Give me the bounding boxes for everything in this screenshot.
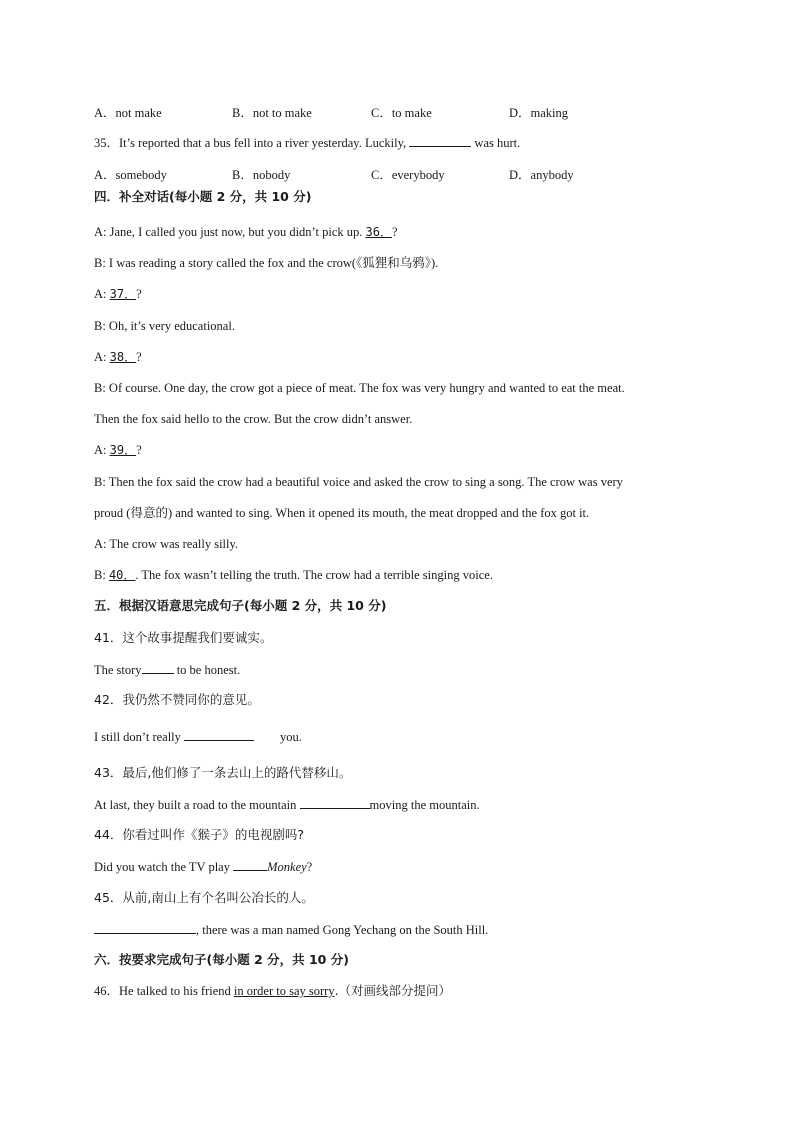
dialog-line-7: Then the fox said hello to the crow. But the crow didn’t answer. — [94, 412, 413, 426]
blank-38[interactable]: 38． — [109, 350, 137, 364]
dialog-line-12-text: B: — [94, 568, 109, 582]
q42-text-a: I still don’t really — [94, 730, 185, 744]
section-4-title: 四．补全对话(每小题 2 分，共 10 分) — [94, 189, 312, 204]
dialog-line-1-end: ? — [391, 225, 398, 239]
q34-option-a: A．not make — [94, 106, 162, 120]
dialog-line-3 — [94, 286, 142, 302]
q43-text-a: At last, they built a road to the mountain — [94, 798, 300, 812]
q41-text-b: to be honest. — [173, 663, 241, 677]
q43-english — [94, 796, 480, 813]
q34-option-d: D．making — [509, 106, 569, 120]
dialog-line-5-end: ? — [136, 350, 142, 364]
q44-text-b: ? — [306, 860, 313, 874]
dialog-line-12-end: . The fox wasn’t telling the truth. The crow had a terrible singing voice. — [135, 568, 493, 582]
section-6-title: 六．按要求完成句子(每小题 2 分，共 10 分) — [94, 952, 349, 967]
q41-chinese: 41．这个故事提醒我们要诚实。 — [94, 630, 273, 645]
dialog-line-5-text: A: — [94, 350, 110, 364]
section-5-title: 五．根据汉语意思完成句子(每小题 2 分，共 10 分) — [94, 598, 387, 613]
q45-chinese: 45．从前,南山上有个名叫公冶长的人。 — [94, 890, 314, 905]
dialog-line-8-end: ? — [136, 443, 142, 457]
q44-chinese: 44．你看过叫作《猴子》的电视剧吗? — [94, 827, 305, 842]
q44-english — [94, 858, 312, 875]
blank-40[interactable]: 40． — [108, 568, 136, 582]
dialog-line-3-end: ? — [136, 287, 142, 301]
dialog-line-1-text: A: Jane, I called you just now, but you didn’t pick up. — [94, 225, 366, 239]
blank-37[interactable]: 37． — [109, 287, 137, 301]
dialog-line-8 — [94, 442, 142, 458]
q42-text-b: you. — [280, 730, 302, 744]
dialog-line-11: A: The crow was really silly. — [94, 537, 239, 551]
q45-text-b: , there was a man named Gong Yechang on the South Hill. — [196, 923, 489, 937]
dialog-line-5 — [94, 349, 142, 365]
q44-title: Monkey — [267, 860, 307, 874]
q41-blank[interactable] — [142, 661, 174, 674]
blank-39[interactable]: 39． — [109, 443, 137, 457]
q46-text-a: 46．He talked to his friend — [94, 984, 234, 998]
q35-stem-a: 35．It’s reported that a bus fell into a river yesterday. Luckily, — [94, 136, 410, 150]
dialog-line-1 — [94, 224, 398, 240]
q46-stem — [94, 983, 451, 999]
q35-option-a: A．somebody — [94, 168, 167, 182]
q44-blank[interactable] — [233, 858, 267, 871]
dialog-line-3-text: A: — [94, 287, 110, 301]
q43-chinese: 43．最后,他们修了一条去山上的路代替移山。 — [94, 765, 352, 780]
dialog-line-10: proud (得意的) and wanted to sing. When it opened its mouth, the meat dropped and the fox got it. — [94, 506, 590, 520]
q35-stem — [94, 134, 520, 151]
dialog-line-8-text: A: — [94, 443, 110, 457]
dialog-line-12 — [94, 567, 493, 583]
q41-text-a: The story — [94, 663, 142, 677]
q35-stem-b: was hurt. — [471, 136, 521, 150]
q45-english — [94, 921, 488, 938]
q34-option-b: B．not to make — [232, 106, 312, 120]
q34-option-c: C．to make — [371, 106, 432, 120]
q42-chinese: 42．我仍然不赞同你的意见。 — [94, 692, 260, 707]
blank-36[interactable]: 36． — [365, 225, 392, 239]
q44-text-a: Did you watch the TV play — [94, 860, 234, 874]
q42-blank[interactable] — [184, 728, 254, 741]
dialog-line-9: B: Then the fox said the crow had a beautiful voice and asked the crow to sing a song. The crow was very — [94, 475, 623, 489]
q41-english — [94, 661, 240, 678]
q43-text-b: moving the mountain. — [369, 798, 480, 812]
q35-option-d: D．anybody — [509, 168, 574, 182]
q35-option-b: B．nobody — [232, 168, 291, 182]
dialog-line-4: B: Oh, it’s very educational. — [94, 319, 235, 333]
q35-option-c: C．everybody — [371, 168, 445, 182]
q46-text-b: .（对画线部分提问） — [334, 983, 452, 998]
q43-blank[interactable] — [300, 796, 370, 809]
q42-english — [94, 728, 302, 745]
q46-underlined: in order to say sorry — [233, 984, 335, 998]
dialog-line-6: B: Of course. One day, the crow got a piece of meat. The fox was very hungry and wanted to eat the meat. — [94, 381, 625, 395]
dialog-line-2: B: I was reading a story called the fox and the crow(《狐狸和乌鸦》). — [94, 256, 439, 270]
q45-blank[interactable] — [94, 921, 196, 934]
q35-blank[interactable] — [409, 134, 471, 147]
